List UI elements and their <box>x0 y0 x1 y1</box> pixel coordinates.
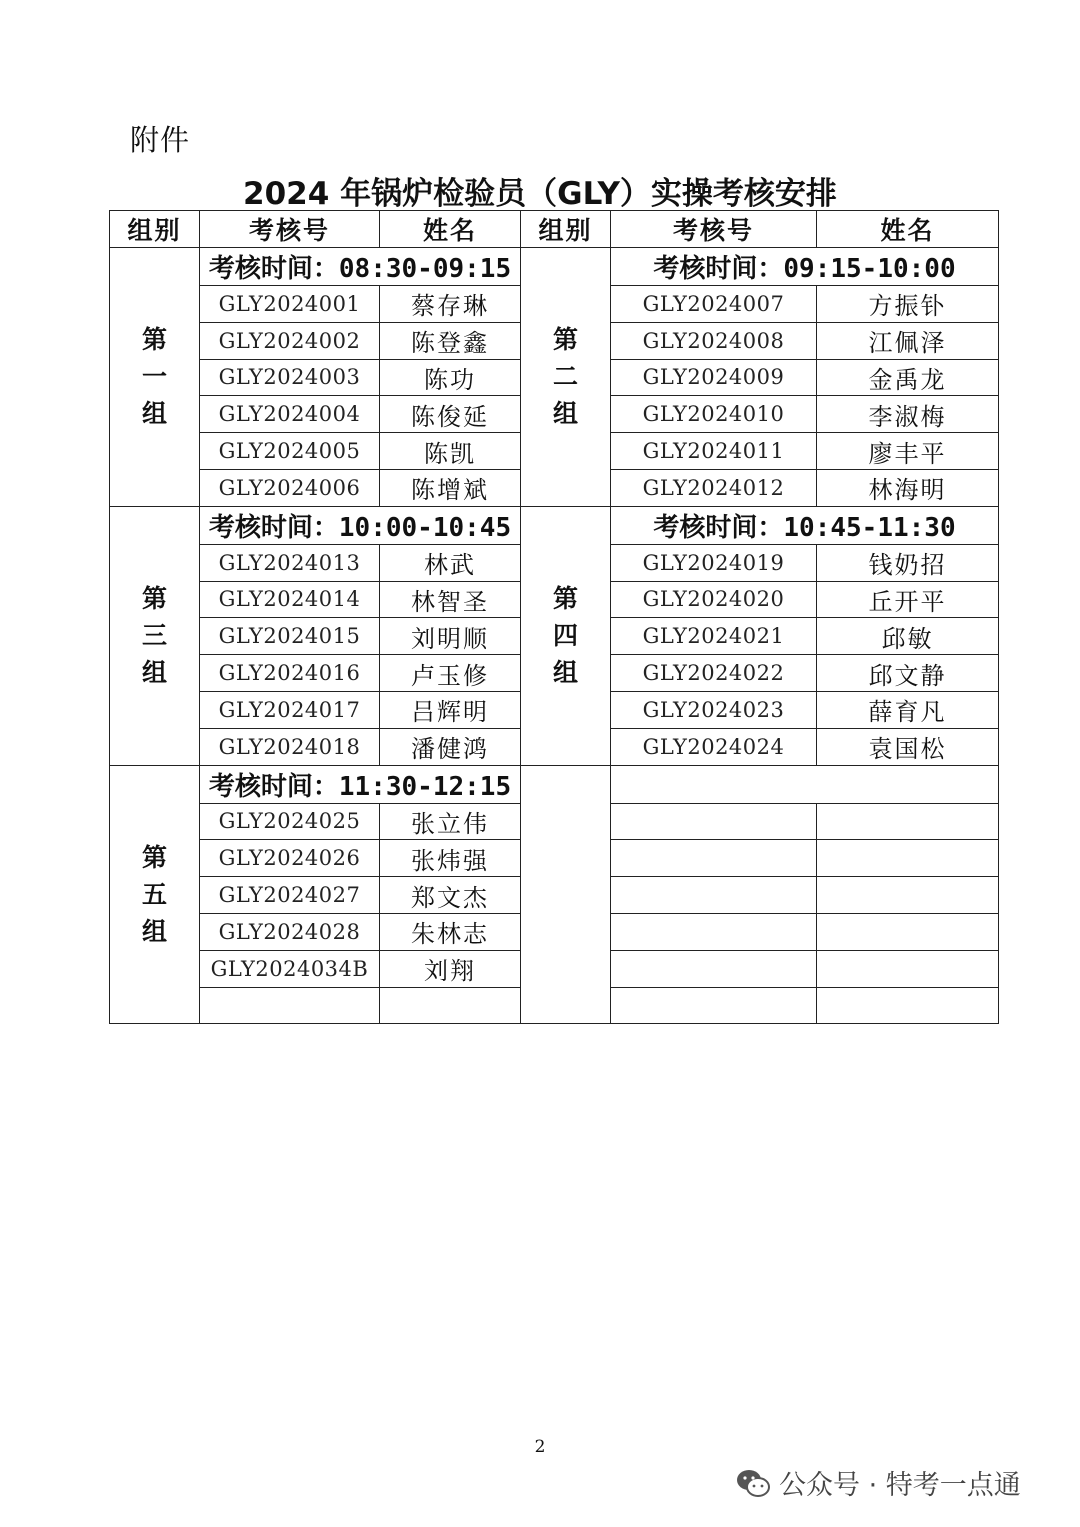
group-label-char: 一 <box>141 362 167 392</box>
group-label-char: 二 <box>552 362 578 392</box>
group-label-char: 第 <box>141 842 167 872</box>
exam-code: GLY2024020 <box>611 581 817 618</box>
exam-code: GLY2024016 <box>200 655 380 692</box>
candidate-name: 方振钋 <box>817 286 999 323</box>
candidate-name: 张立伟 <box>380 803 521 840</box>
empty-group-cell <box>521 765 611 1024</box>
exam-time-label: 考核时间： <box>653 512 784 543</box>
watermark-text: 公众号 · 特考一点通 <box>779 1470 1021 1501</box>
candidate-name: 陈增斌 <box>380 469 521 506</box>
empty-cell <box>611 803 817 840</box>
exam-time-label: 考核时间： <box>208 254 339 284</box>
empty-cell <box>611 877 817 914</box>
candidate-name: 江佩泽 <box>817 322 999 359</box>
watermark <box>735 1463 1021 1502</box>
exam-code: GLY2024028 <box>200 913 380 950</box>
empty-cell <box>817 950 999 987</box>
group-label-char: 三 <box>141 621 167 651</box>
wechat-icon <box>735 1468 771 1498</box>
exam-code: GLY2024024 <box>611 728 817 765</box>
exam-code: GLY2024005 <box>200 433 380 470</box>
group-label-char: 第 <box>552 584 578 614</box>
group-label-char: 四 <box>552 621 578 651</box>
exam-time-label: 考核时间： <box>208 771 339 802</box>
exam-code: GLY2024012 <box>611 469 817 506</box>
time-row <box>110 248 999 286</box>
candidate-name: 金禹龙 <box>817 359 999 396</box>
exam-time-value: 11:30-12:15 <box>338 771 512 802</box>
exam-code: GLY2024003 <box>200 359 380 396</box>
group-label-char: 组 <box>552 658 578 688</box>
exam-code: GLY2024014 <box>200 581 380 618</box>
candidate-name: 钱奶招 <box>817 544 999 581</box>
exam-time-label: 考核时间： <box>653 254 784 284</box>
schedule-table <box>109 210 999 1024</box>
page-number: 2 <box>534 1437 546 1457</box>
exam-code: GLY2024009 <box>611 359 817 396</box>
header-group: 组别 <box>110 211 200 248</box>
time-row <box>110 506 999 544</box>
exam-code: GLY2024025 <box>200 803 380 840</box>
header-group: 组别 <box>521 211 611 248</box>
group-label-char: 第 <box>141 325 167 355</box>
empty-cell <box>817 803 999 840</box>
exam-code: GLY2024008 <box>611 322 817 359</box>
header-name: 姓名 <box>817 211 999 248</box>
candidate-name: 郑文杰 <box>380 877 521 914</box>
candidate-name: 薛育凡 <box>817 691 999 728</box>
exam-code: GLY2024011 <box>611 433 817 470</box>
group-label-char: 组 <box>141 916 167 946</box>
candidate-name: 邱文静 <box>817 655 999 692</box>
candidate-name: 陈功 <box>380 359 521 396</box>
group-label-char: 五 <box>141 879 167 909</box>
candidate-name: 陈凯 <box>380 433 521 470</box>
exam-code <box>200 987 380 1024</box>
exam-time-value: 10:00-10:45 <box>338 512 512 543</box>
group-label-char: 第 <box>141 584 167 614</box>
empty-cell <box>611 987 817 1024</box>
exam-time <box>200 765 521 803</box>
attachment-label: 附件 <box>130 123 191 157</box>
candidate-name: 林智圣 <box>380 581 521 618</box>
exam-code: GLY2024013 <box>200 544 380 581</box>
exam-code: GLY2024021 <box>611 618 817 655</box>
exam-time-value: 08:30-09:15 <box>338 254 512 284</box>
candidate-name: 潘健鸿 <box>380 728 521 765</box>
exam-code: GLY2024034B <box>200 950 380 987</box>
group-label-char: 组 <box>141 399 167 429</box>
group-label-char: 组 <box>552 399 578 429</box>
page-title: 2024 年锅炉检验员（GLY）实操考核安排 <box>243 176 837 212</box>
candidate-name: 陈俊延 <box>380 396 521 433</box>
group-label <box>110 248 200 507</box>
group-label <box>521 248 611 507</box>
candidate-name: 林海明 <box>817 469 999 506</box>
candidate-name: 卢玉修 <box>380 655 521 692</box>
candidate-name: 丘开平 <box>817 581 999 618</box>
empty-cell <box>817 987 999 1024</box>
candidate-name: 林武 <box>380 544 521 581</box>
empty-cell <box>611 765 999 803</box>
exam-code: GLY2024019 <box>611 544 817 581</box>
exam-code: GLY2024001 <box>200 286 380 323</box>
header-code: 考核号 <box>200 211 380 248</box>
empty-cell <box>611 840 817 877</box>
candidate-name: 袁国松 <box>817 728 999 765</box>
group-label <box>521 506 611 765</box>
empty-cell <box>611 950 817 987</box>
exam-time-label: 考核时间： <box>208 512 339 543</box>
exam-code: GLY2024015 <box>200 618 380 655</box>
candidate-name: 邱敏 <box>817 618 999 655</box>
empty-cell <box>817 877 999 914</box>
empty-cell <box>611 913 817 950</box>
candidate-name: 刘翔 <box>380 950 521 987</box>
exam-code: GLY2024002 <box>200 322 380 359</box>
exam-time-value: 09:15-10:00 <box>783 254 956 284</box>
exam-time-value: 10:45-11:30 <box>783 512 956 543</box>
header-code: 考核号 <box>611 211 817 248</box>
exam-code: GLY2024023 <box>611 691 817 728</box>
exam-code: GLY2024006 <box>200 469 380 506</box>
candidate-name: 张炜强 <box>380 840 521 877</box>
exam-code: GLY2024004 <box>200 396 380 433</box>
group-label-char: 第 <box>552 325 578 355</box>
exam-code: GLY2024026 <box>200 840 380 877</box>
exam-code: GLY2024007 <box>611 286 817 323</box>
time-row <box>110 765 999 803</box>
header-name: 姓名 <box>380 211 521 248</box>
exam-code: GLY2024017 <box>200 691 380 728</box>
candidate-name: 刘明顺 <box>380 618 521 655</box>
exam-code: GLY2024010 <box>611 396 817 433</box>
empty-cell <box>817 913 999 950</box>
exam-time <box>611 248 999 286</box>
exam-time <box>200 248 521 286</box>
candidate-name <box>380 987 521 1024</box>
exam-time <box>200 506 521 544</box>
exam-code: GLY2024027 <box>200 877 380 914</box>
exam-time <box>611 506 999 544</box>
exam-code: GLY2024022 <box>611 655 817 692</box>
candidate-name: 李淑梅 <box>817 396 999 433</box>
candidate-name: 蔡存琳 <box>380 286 521 323</box>
candidate-name: 朱林志 <box>380 913 521 950</box>
header-row <box>110 211 999 248</box>
empty-cell <box>817 840 999 877</box>
candidate-name: 陈登鑫 <box>380 322 521 359</box>
candidate-name: 吕辉明 <box>380 691 521 728</box>
group-label <box>110 506 200 765</box>
candidate-name: 廖丰平 <box>817 433 999 470</box>
exam-code: GLY2024018 <box>200 728 380 765</box>
group-label-char: 组 <box>141 658 167 688</box>
group-label <box>110 765 200 1024</box>
